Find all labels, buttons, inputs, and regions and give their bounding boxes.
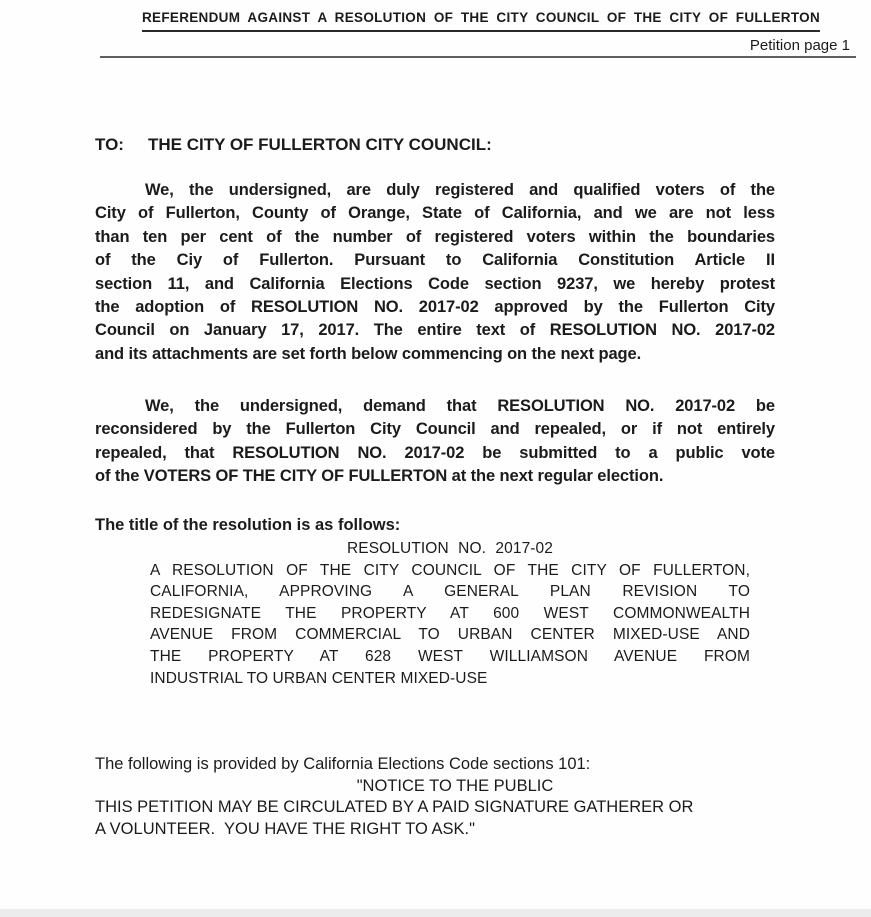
notice-body [95, 797, 775, 840]
text-line: INDUSTRIAL TO URBAN CENTER MIXED-USE [150, 669, 488, 687]
resolution-title-heading: The title of the resolution is as follows: [95, 516, 401, 534]
text-line: AVENUE FROM COMMERCIAL TO URBAN CENTER MIXED-USE AND [150, 626, 750, 644]
text-line: of the Ciy of Fullerton. Pursuant to California Constitution Article II [95, 251, 775, 270]
scan-artifact-band [0, 909, 871, 917]
text-line: of the VOTERS OF THE CITY OF FULLERTON at the next regular election. [95, 467, 664, 486]
notice-public-heading: "NOTICE TO THE PUBLIC [356, 776, 554, 795]
text-line: and its attachments are set forth below commencing on the next page. [95, 344, 642, 363]
text-line: REDESIGNATE THE PROPERTY AT 600 WEST COMMONWEALTH [150, 604, 750, 622]
text-line: City of Fullerton, County of Orange, State of California, and we are not less [95, 204, 775, 223]
document-title: REFERENDUM AGAINST A RESOLUTION OF THE CITY COUNCIL OF THE CITY OF FULLERTON [142, 9, 820, 32]
text-line: THIS PETITION MAY BE CIRCULATED BY A PAID SIGNATURE GATHERER OR [95, 798, 694, 816]
text-line: the adoption of RESOLUTION NO. 2017-02 approved by the Fullerton City [95, 298, 775, 317]
resolution-number: RESOLUTION NO. 2017-02 [346, 540, 554, 557]
notice-intro: The following is provided by California Elections Code sections 101: [95, 755, 591, 773]
text-line: section 11, and California Elections Code section 9237, we hereby protest [95, 274, 775, 293]
text-line: A RESOLUTION OF THE CITY COUNCIL OF THE CITY OF FULLERTON, [150, 561, 750, 579]
paragraph-demand [95, 395, 775, 489]
salutation-prefix: TO: [95, 135, 124, 154]
resolution-title-block [150, 538, 750, 689]
salutation-line [95, 135, 492, 155]
text-line: Council on January 17, 2017. The entire text of RESOLUTION NO. 2017-02 [95, 321, 775, 340]
text-line: than ten per cent of the number of registered voters within the boundaries [95, 227, 775, 246]
text-line: CALIFORNIA, APPROVING A GENERAL PLAN REVISION TO [150, 583, 750, 601]
salutation-text: THE CITY OF FULLERTON CITY COUNCIL: [147, 135, 492, 154]
text-line: repealed, that RESOLUTION NO. 2017-02 be submitted to a public vote [95, 443, 775, 462]
paragraph-protest [95, 179, 775, 366]
header-rule [100, 34, 856, 58]
text-line: We, the undersigned, are duly registered and qualified voters of the [145, 181, 775, 199]
text-line: A VOLUNTEER. YOU HAVE THE RIGHT TO ASK." [95, 819, 475, 838]
notice-to-public-block [95, 754, 775, 840]
text-line: We, the undersigned, demand that RESOLUTION NO. 2017-02 be [145, 397, 775, 415]
text-line: THE PROPERTY AT 628 WEST WILLIAMSON AVENUE FROM [150, 647, 750, 665]
resolution-title-text [150, 560, 750, 690]
petition-page-label: Petition page 1 [749, 37, 850, 54]
text-line: reconsidered by the Fullerton City Council and repealed, or if not entirely [95, 420, 775, 439]
